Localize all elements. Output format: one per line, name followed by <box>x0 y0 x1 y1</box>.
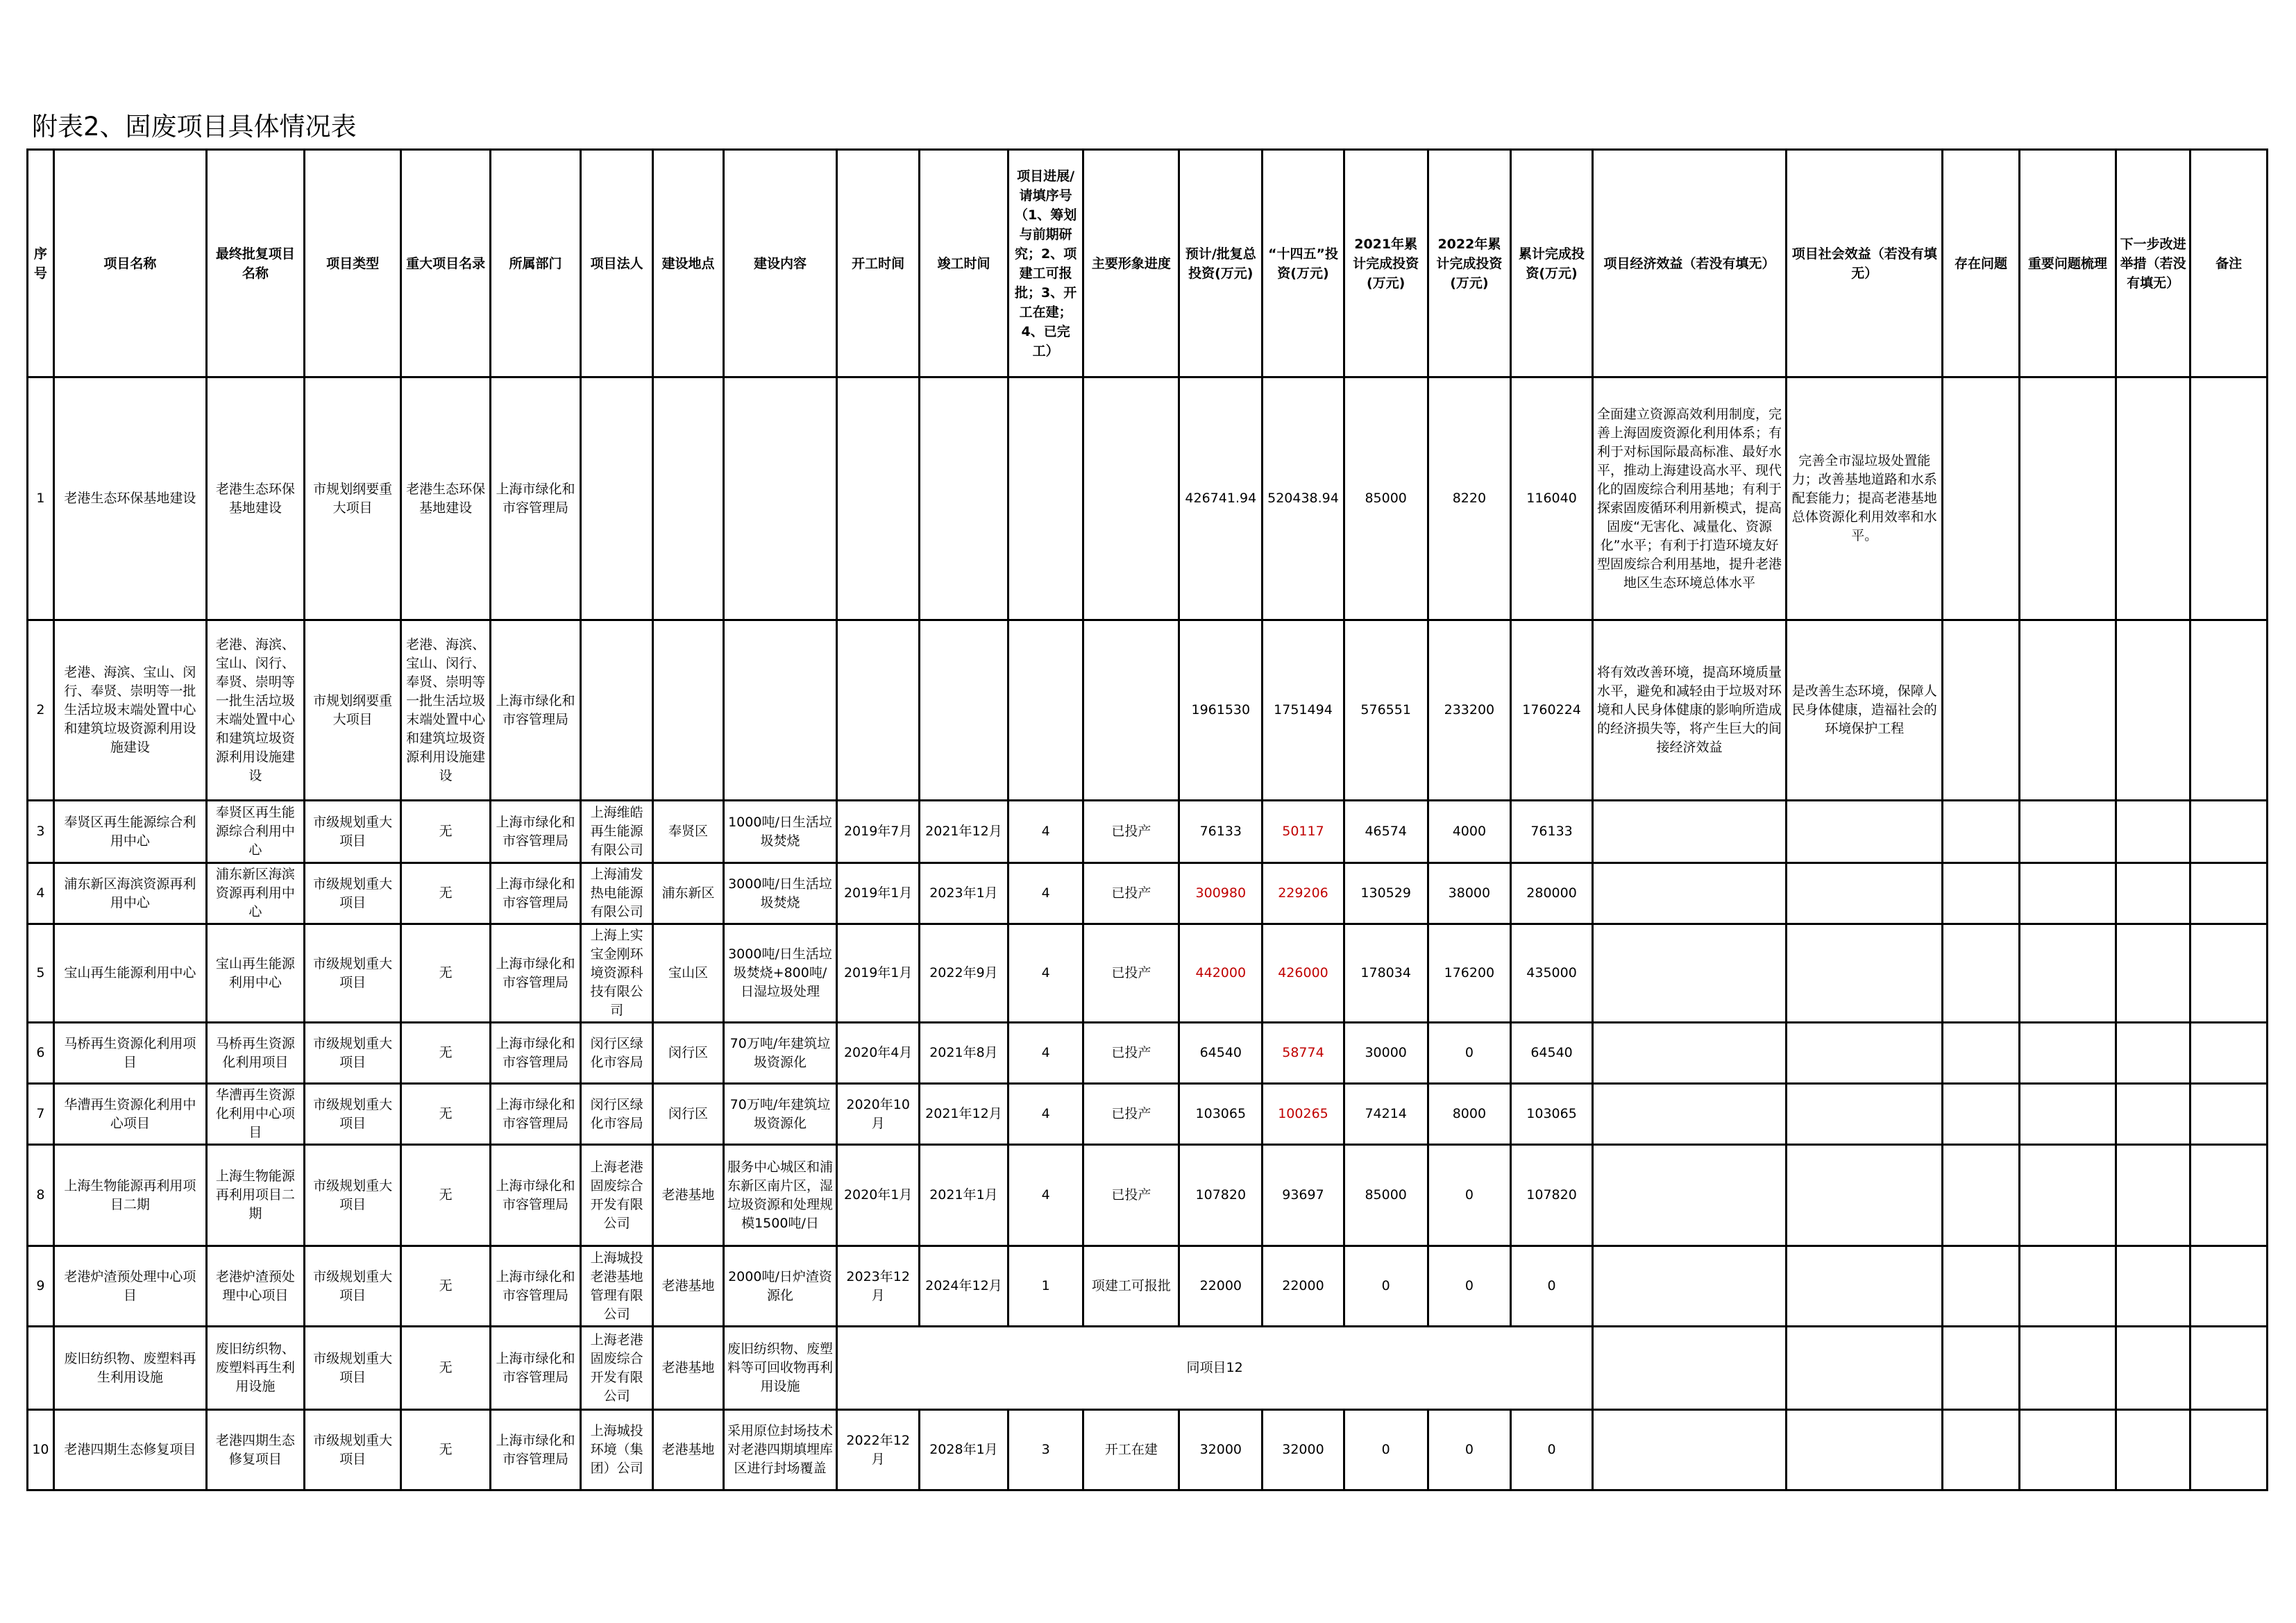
cell-legal <box>580 620 652 801</box>
table-row <box>28 1327 2268 1410</box>
cell-issues <box>1943 620 2019 801</box>
cell-issues <box>1943 1084 2019 1145</box>
header-inv2022: 2022年累计完成投资(万元) <box>1428 150 1511 377</box>
cell-cum: 103065 <box>1511 1084 1593 1145</box>
cell-coord <box>2019 1084 2116 1145</box>
cell-cum: 64540 <box>1511 1023 1593 1084</box>
cell-total: 103065 <box>1179 1084 1263 1145</box>
header-image: 主要形象进度 <box>1083 150 1179 377</box>
table-row <box>28 863 2268 924</box>
cell-legal: 闵行区绿化市容局 <box>580 1084 652 1145</box>
cell-seq: 9 <box>28 1246 54 1327</box>
cell-remark <box>2191 1246 2268 1327</box>
cell-inv2021: 46574 <box>1344 801 1428 863</box>
cell-remark <box>2191 620 2268 801</box>
cell-finish: 2021年1月 <box>920 1145 1008 1246</box>
cell-seq: 1 <box>28 377 54 620</box>
header-issues: 存在问题 <box>1943 150 2019 377</box>
cell-approved-name: 废旧纺织物、废塑料再生利用设施 <box>206 1327 304 1410</box>
cell-inv2021: 0 <box>1344 1410 1428 1490</box>
cell-cum: 0 <box>1511 1410 1593 1490</box>
cell-total: 1961530 <box>1179 620 1263 801</box>
header-approved-name: 最终批复项目名称 <box>206 150 304 377</box>
cell-finish <box>920 377 1008 620</box>
cell-econ <box>1592 801 1786 863</box>
cell-fyp: 1751494 <box>1263 620 1344 801</box>
cell-content: 服务中心城区和浦东新区南片区，湿垃圾资源和处理规模1500吨/日 <box>723 1145 837 1246</box>
cell-seq: 6 <box>28 1023 54 1084</box>
cell-cum: 107820 <box>1511 1145 1593 1246</box>
cell-total: 22000 <box>1179 1246 1263 1327</box>
cell-legal: 闵行区绿化市容局 <box>580 1023 652 1084</box>
cell-next <box>2116 1084 2190 1145</box>
cell-location: 老港基地 <box>653 1145 723 1246</box>
cell-seq: 7 <box>28 1084 54 1145</box>
cell-image <box>1083 377 1179 620</box>
cell-issues <box>1943 801 2019 863</box>
cell-major: 无 <box>401 1084 491 1145</box>
cell-finish: 2023年1月 <box>920 863 1008 924</box>
cell-next <box>2116 924 2190 1023</box>
cell-progress: 4 <box>1008 801 1083 863</box>
cell-location: 老港基地 <box>653 1246 723 1327</box>
cell-location: 宝山区 <box>653 924 723 1023</box>
cell-social <box>1787 801 1943 863</box>
cell-legal: 上海上实宝金刚环境资源科技有限公司 <box>580 924 652 1023</box>
cell-social <box>1787 1145 1943 1246</box>
cell-finish: 2028年1月 <box>920 1410 1008 1490</box>
cell-seq: 2 <box>28 620 54 801</box>
cell-location: 闵行区 <box>653 1084 723 1145</box>
empty-cell <box>2191 1410 2268 1490</box>
cell-start: 2023年12月 <box>837 1246 920 1327</box>
cell-seq: 8 <box>28 1145 54 1246</box>
cell-name: 浦东新区海滨资源再利用中心 <box>53 863 206 924</box>
cell-start: 2020年10月 <box>837 1084 920 1145</box>
empty-cell <box>2019 1410 2116 1490</box>
cell-major: 无 <box>401 801 491 863</box>
cell-start: 2022年12月 <box>837 1410 920 1490</box>
cell-approved-name: 老港炉渣预处理中心项目 <box>206 1246 304 1327</box>
cell-start: 2019年1月 <box>837 863 920 924</box>
cell-total: 107820 <box>1179 1145 1263 1246</box>
empty-cell <box>1943 1327 2019 1410</box>
cell-fyp: 58774 <box>1263 1023 1344 1084</box>
cell-name: 上海生物能源再利用项目二期 <box>53 1145 206 1246</box>
cell-name: 华漕再生资源化利用中心项目 <box>53 1084 206 1145</box>
cell-total: 426741.94 <box>1179 377 1263 620</box>
cell-remark <box>2191 1145 2268 1246</box>
cell-image: 已投产 <box>1083 1023 1179 1084</box>
cell-inv2021: 30000 <box>1344 1023 1428 1084</box>
cell-type: 市级规划重大项目 <box>305 1410 401 1490</box>
cell-coord <box>2019 1145 2116 1246</box>
cell-coord <box>2019 377 2116 620</box>
cell-legal: 上海城投环境（集团）公司 <box>580 1410 652 1490</box>
cell-cum: 116040 <box>1511 377 1593 620</box>
cell-dept: 上海市绿化和市容管理局 <box>491 801 581 863</box>
cell-next <box>2116 863 2190 924</box>
cell-fyp: 426000 <box>1263 924 1344 1023</box>
cell-location: 奉贤区 <box>653 801 723 863</box>
cell-location: 闵行区 <box>653 1023 723 1084</box>
cell-start <box>837 620 920 801</box>
cell-coord <box>2019 1023 2116 1084</box>
cell-econ <box>1592 1084 1786 1145</box>
cell-fyp: 22000 <box>1263 1246 1344 1327</box>
cell-inv2022: 0 <box>1428 1023 1511 1084</box>
cell-image: 开工在建 <box>1083 1410 1179 1490</box>
cell-coord <box>2019 620 2116 801</box>
cell-major: 无 <box>401 1023 491 1084</box>
empty-cell <box>1592 1410 1786 1490</box>
cell-social: 是改善生态环境，保障人民身体健康，造福社会的环境保护工程 <box>1787 620 1943 801</box>
header-fyp: “十四五”投资(万元) <box>1263 150 1344 377</box>
cell-social <box>1787 1023 1943 1084</box>
header-location: 建设地点 <box>653 150 723 377</box>
cell-major: 无 <box>401 1327 491 1410</box>
table-row <box>28 1084 2268 1145</box>
page-title: 附表2、固废项目具体情况表 <box>32 112 357 142</box>
empty-cell <box>2019 1327 2116 1410</box>
cell-type: 市级规划重大项目 <box>305 801 401 863</box>
cell-inv2022: 176200 <box>1428 924 1511 1023</box>
merged-note-cell: 同项目12 <box>837 1327 1593 1410</box>
cell-finish: 2022年9月 <box>920 924 1008 1023</box>
header-coord: 重要问题梳理 <box>2019 150 2116 377</box>
cell-fyp: 93697 <box>1263 1145 1344 1246</box>
cell-econ <box>1592 1023 1786 1084</box>
cell-progress: 4 <box>1008 1023 1083 1084</box>
cell-next <box>2116 377 2190 620</box>
header-next: 下一步改进举措（若没有填无） <box>2116 150 2190 377</box>
cell-location <box>653 620 723 801</box>
cell-inv2022: 0 <box>1428 1145 1511 1246</box>
cell-coord <box>2019 924 2116 1023</box>
cell-issues <box>1943 377 2019 620</box>
cell-legal: 上海浦发热电能源有限公司 <box>580 863 652 924</box>
cell-inv2021: 178034 <box>1344 924 1428 1023</box>
header-row <box>28 150 2268 377</box>
cell-finish: 2021年12月 <box>920 1084 1008 1145</box>
table-row <box>28 801 2268 863</box>
cell-content: 3000吨/日生活垃圾焚烧+800吨/日湿垃圾处理 <box>723 924 837 1023</box>
cell-fyp: 229206 <box>1263 863 1344 924</box>
cell-start <box>837 377 920 620</box>
cell-social <box>1787 1246 1943 1327</box>
cell-name: 宝山再生能源利用中心 <box>53 924 206 1023</box>
cell-content: 采用原位封场技术对老港四期填埋库区进行封场覆盖 <box>723 1410 837 1490</box>
table-row <box>28 1023 2268 1084</box>
cell-fyp: 520438.94 <box>1263 377 1344 620</box>
empty-cell <box>1592 1327 1786 1410</box>
empty-cell <box>1943 1410 2019 1490</box>
cell-next <box>2116 1145 2190 1246</box>
cell-remark <box>2191 377 2268 620</box>
cell-dept: 上海市绿化和市容管理局 <box>491 377 581 620</box>
cell-progress: 4 <box>1008 924 1083 1023</box>
cell-content: 废旧纺织物、废塑料等可回收物再利用设施 <box>723 1327 837 1410</box>
cell-approved-name: 老港生态环保基地建设 <box>206 377 304 620</box>
cell-image <box>1083 620 1179 801</box>
cell-cum: 280000 <box>1511 863 1593 924</box>
cell-cum: 1760224 <box>1511 620 1593 801</box>
cell-coord <box>2019 863 2116 924</box>
cell-remark <box>2191 1084 2268 1145</box>
cell-image: 已投产 <box>1083 801 1179 863</box>
cell-next <box>2116 620 2190 801</box>
cell-approved-name: 上海生物能源再利用项目二期 <box>206 1145 304 1246</box>
cell-inv2022: 38000 <box>1428 863 1511 924</box>
cell-approved-name: 老港四期生态修复项目 <box>206 1410 304 1490</box>
cell-content <box>723 377 837 620</box>
header-seq: 序号 <box>28 150 54 377</box>
cell-type: 市级规划重大项目 <box>305 863 401 924</box>
cell-legal: 上海维皓再生能源有限公司 <box>580 801 652 863</box>
cell-image: 已投产 <box>1083 1084 1179 1145</box>
cell-type: 市级规划重大项目 <box>305 1084 401 1145</box>
cell-econ: 将有效改善环境，提高环境质量水平，避免和减轻由于垃圾对环境和人民身体健康的影响所造成的经济损失等，将产生巨大的间接经济效益 <box>1592 620 1786 801</box>
cell-dept: 上海市绿化和市容管理局 <box>491 1327 581 1410</box>
cell-dept: 上海市绿化和市容管理局 <box>491 1023 581 1084</box>
cell-start: 2019年7月 <box>837 801 920 863</box>
cell-inv2022: 8000 <box>1428 1084 1511 1145</box>
cell-location <box>653 377 723 620</box>
cell-fyp: 100265 <box>1263 1084 1344 1145</box>
cell-progress: 1 <box>1008 1246 1083 1327</box>
empty-cell <box>1787 1327 1943 1410</box>
cell-name: 奉贤区再生能源综合利用中心 <box>53 801 206 863</box>
cell-dept: 上海市绿化和市容管理局 <box>491 1084 581 1145</box>
header-progress: 项目进展/请填序号（1、筹划与前期研究；2、项建工可报批；3、开工在建；4、已完工） <box>1008 150 1083 377</box>
table-row <box>28 1246 2268 1327</box>
cell-cum: 435000 <box>1511 924 1593 1023</box>
cell-dept: 上海市绿化和市容管理局 <box>491 924 581 1023</box>
cell-major: 老港生态环保基地建设 <box>401 377 491 620</box>
cell-social <box>1787 1084 1943 1145</box>
cell-remark <box>2191 924 2268 1023</box>
cell-finish: 2024年12月 <box>920 1246 1008 1327</box>
cell-inv2021: 130529 <box>1344 863 1428 924</box>
header-legal: 项目法人 <box>580 150 652 377</box>
cell-next <box>2116 1246 2190 1327</box>
cell-type: 市级规划重大项目 <box>305 1327 401 1410</box>
cell-inv2021: 0 <box>1344 1246 1428 1327</box>
cell-name: 老港生态环保基地建设 <box>53 377 206 620</box>
header-total: 预计/批复总投资(万元) <box>1179 150 1263 377</box>
header-type: 项目类型 <box>305 150 401 377</box>
cell-progress: 4 <box>1008 863 1083 924</box>
cell-major: 无 <box>401 924 491 1023</box>
cell-content: 1000吨/日生活垃圾焚烧 <box>723 801 837 863</box>
header-dept: 所属部门 <box>491 150 581 377</box>
cell-issues <box>1943 863 2019 924</box>
cell-approved-name: 浦东新区海滨资源再利用中心 <box>206 863 304 924</box>
cell-inv2021: 576551 <box>1344 620 1428 801</box>
cell-seq: 3 <box>28 801 54 863</box>
cell-start: 2020年4月 <box>837 1023 920 1084</box>
cell-content: 70万吨/年建筑垃圾资源化 <box>723 1023 837 1084</box>
table-row <box>28 620 2268 801</box>
cell-start: 2019年1月 <box>837 924 920 1023</box>
cell-content: 70万吨/年建筑垃圾资源化 <box>723 1084 837 1145</box>
cell-approved-name: 宝山再生能源利用中心 <box>206 924 304 1023</box>
cell-name: 老港、海滨、宝山、闵行、奉贤、崇明等一批生活垃圾末端处置中心和建筑垃圾资源利用设施建设 <box>53 620 206 801</box>
cell-type: 市级规划重大项目 <box>305 1023 401 1084</box>
cell-finish: 2021年8月 <box>920 1023 1008 1084</box>
cell-finish <box>920 620 1008 801</box>
table-row <box>28 1145 2268 1246</box>
empty-cell <box>2116 1327 2190 1410</box>
cell-approved-name: 奉贤区再生能源综合利用中心 <box>206 801 304 863</box>
cell-progress: 4 <box>1008 1145 1083 1246</box>
cell-type: 市级规划重大项目 <box>305 1145 401 1246</box>
cell-legal <box>580 377 652 620</box>
cell-location: 老港基地 <box>653 1410 723 1490</box>
cell-issues <box>1943 1246 2019 1327</box>
cell-cum: 76133 <box>1511 801 1593 863</box>
cell-econ: 全面建立资源高效利用制度，完善上海固废资源化利用体系；有利于对标国际最高标准、最好水平，推动上海建设高水平、现代化的固废综合利用基地；有利于探索固废循环利用新模式，提高固废“无害化、减量化、资源化”水平；有利于打造环境友好型固废综合利用基地，提升老港地区生态环境总体水平 <box>1592 377 1786 620</box>
header-major: 重大项目名录 <box>401 150 491 377</box>
cell-seq: 5 <box>28 924 54 1023</box>
empty-cell <box>2116 1410 2190 1490</box>
cell-content <box>723 620 837 801</box>
cell-inv2022: 0 <box>1428 1246 1511 1327</box>
cell-dept: 上海市绿化和市容管理局 <box>491 620 581 801</box>
cell-finish: 2021年12月 <box>920 801 1008 863</box>
cell-inv2021: 85000 <box>1344 1145 1428 1246</box>
empty-cell <box>2191 1327 2268 1410</box>
cell-approved-name: 华漕再生资源化利用中心项目 <box>206 1084 304 1145</box>
cell-remark <box>2191 1023 2268 1084</box>
cell-name: 马桥再生资源化利用项目 <box>53 1023 206 1084</box>
cell-image: 已投产 <box>1083 1145 1179 1246</box>
cell-econ <box>1592 863 1786 924</box>
cell-start: 2020年1月 <box>837 1145 920 1246</box>
cell-name: 老港四期生态修复项目 <box>53 1410 206 1490</box>
cell-remark <box>2191 801 2268 863</box>
cell-legal: 上海老港固废综合开发有限公司 <box>580 1145 652 1246</box>
cell-issues <box>1943 1023 2019 1084</box>
cell-inv2021: 74214 <box>1344 1084 1428 1145</box>
cell-dept: 上海市绿化和市容管理局 <box>491 1410 581 1490</box>
cell-type: 市规划纲要重大项目 <box>305 377 401 620</box>
cell-inv2021: 85000 <box>1344 377 1428 620</box>
cell-social <box>1787 924 1943 1023</box>
cell-major: 老港、海滨、宝山、闵行、奉贤、崇明等一批生活垃圾末端处置中心和建筑垃圾资源利用设施建设 <box>401 620 491 801</box>
cell-next <box>2116 801 2190 863</box>
cell-type: 市规划纲要重大项目 <box>305 620 401 801</box>
project-table <box>26 148 2268 1491</box>
cell-image: 已投产 <box>1083 863 1179 924</box>
cell-dept: 上海市绿化和市容管理局 <box>491 863 581 924</box>
table-row <box>28 1410 2268 1490</box>
cell-total: 442000 <box>1179 924 1263 1023</box>
cell-approved-name: 马桥再生资源化利用项目 <box>206 1023 304 1084</box>
header-cum: 累计完成投资(万元) <box>1511 150 1593 377</box>
header-social: 项目社会效益（若没有填无） <box>1787 150 1943 377</box>
table-row <box>28 924 2268 1023</box>
cell-total: 76133 <box>1179 801 1263 863</box>
cell-cum: 0 <box>1511 1246 1593 1327</box>
cell-type: 市级规划重大项目 <box>305 924 401 1023</box>
cell-seq: 10 <box>28 1410 54 1490</box>
cell-name: 老港炉渣预处理中心项目 <box>53 1246 206 1327</box>
cell-inv2022: 8220 <box>1428 377 1511 620</box>
header-finish: 竣工时间 <box>920 150 1008 377</box>
cell-major: 无 <box>401 1246 491 1327</box>
cell-remark <box>2191 863 2268 924</box>
cell-total: 300980 <box>1179 863 1263 924</box>
cell-location: 浦东新区 <box>653 863 723 924</box>
cell-location: 老港基地 <box>653 1327 723 1410</box>
cell-legal: 上海城投老港基地管理有限公司 <box>580 1246 652 1327</box>
cell-total: 64540 <box>1179 1023 1263 1084</box>
cell-image: 已投产 <box>1083 924 1179 1023</box>
cell-progress <box>1008 620 1083 801</box>
header-inv2021: 2021年累计完成投资(万元) <box>1344 150 1428 377</box>
cell-dept: 上海市绿化和市容管理局 <box>491 1145 581 1246</box>
empty-cell <box>1787 1410 1943 1490</box>
cell-type: 市级规划重大项目 <box>305 1246 401 1327</box>
table-row <box>28 377 2268 620</box>
cell-coord <box>2019 1246 2116 1327</box>
cell-inv2022: 4000 <box>1428 801 1511 863</box>
cell-seq: 4 <box>28 863 54 924</box>
cell-inv2022: 233200 <box>1428 620 1511 801</box>
cell-name: 废旧纺织物、废塑料再生利用设施 <box>53 1327 206 1410</box>
cell-inv2022: 0 <box>1428 1410 1511 1490</box>
cell-econ <box>1592 1246 1786 1327</box>
cell-fyp: 50117 <box>1263 801 1344 863</box>
cell-major: 无 <box>401 863 491 924</box>
cell-progress: 3 <box>1008 1410 1083 1490</box>
header-econ: 项目经济效益（若没有填无） <box>1592 150 1786 377</box>
cell-econ <box>1592 1145 1786 1246</box>
cell-social: 完善全市湿垃圾处置能力；改善基地道路和水系配套能力；提高老港基地总体资源化利用效率和水平。 <box>1787 377 1943 620</box>
cell-content: 3000吨/日生活垃圾焚烧 <box>723 863 837 924</box>
cell-major: 无 <box>401 1410 491 1490</box>
cell-legal: 上海老港固废综合开发有限公司 <box>580 1327 652 1410</box>
cell-content: 2000吨/日炉渣资源化 <box>723 1246 837 1327</box>
cell-dept: 上海市绿化和市容管理局 <box>491 1246 581 1327</box>
header-start: 开工时间 <box>837 150 920 377</box>
cell-next <box>2116 1023 2190 1084</box>
cell-progress: 4 <box>1008 1084 1083 1145</box>
cell-fyp: 32000 <box>1263 1410 1344 1490</box>
header-content: 建设内容 <box>723 150 837 377</box>
header-name: 项目名称 <box>53 150 206 377</box>
cell-approved-name: 老港、海滨、宝山、闵行、奉贤、崇明等一批生活垃圾末端处置中心和建筑垃圾资源利用设施建设 <box>206 620 304 801</box>
cell-issues <box>1943 924 2019 1023</box>
cell-econ <box>1592 924 1786 1023</box>
cell-image: 项建工可报批 <box>1083 1246 1179 1327</box>
cell-major: 无 <box>401 1145 491 1246</box>
cell-issues <box>1943 1145 2019 1246</box>
cell-total: 32000 <box>1179 1410 1263 1490</box>
cell-social <box>1787 863 1943 924</box>
header-remark: 备注 <box>2191 150 2268 377</box>
cell-progress <box>1008 377 1083 620</box>
cell-seq <box>28 1327 54 1410</box>
cell-coord <box>2019 801 2116 863</box>
